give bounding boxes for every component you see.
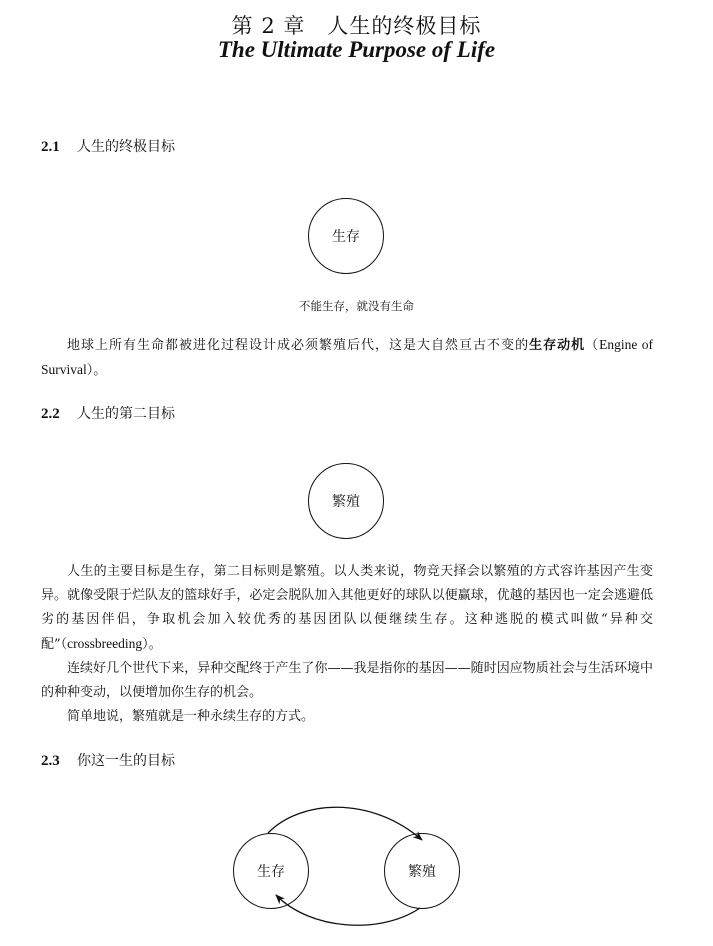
section-number: 2.2	[41, 406, 60, 422]
paragraph-2-1	[41, 333, 653, 383]
reproduce-circle	[308, 463, 384, 539]
engine-of-survival-english: Engine of Survival	[41, 337, 653, 377]
cycle-reproduce-circle	[384, 833, 460, 909]
paren-close: ）。	[86, 363, 107, 378]
reproduce-label: 繁殖	[332, 494, 360, 510]
section-title: 你这一生的目标	[77, 753, 175, 769]
section-number: 2.3	[41, 753, 60, 769]
section-title: 人生的终极目标	[77, 139, 175, 155]
chapter-title-chinese: 第 2 章 人生的终极目标	[231, 14, 482, 38]
paragraph-text: 人生的主要目标是生存，第二目标则是繁殖。以人类来说，物竞天择会以繁殖的方式容许基因产生变异。就像受限于烂队友的篮球好手，必定会脱队加入其他更好的球队以便赢球，优越的基因也一定会逃避低劣的基因伴侣，争取机会加入较优秀的基因团队以便继续生存。这种逃脱的模式叫做“异种交配”（	[41, 564, 653, 652]
paragraphs-2-2	[41, 560, 653, 729]
arrow-survive-to-reproduce	[268, 807, 422, 840]
paragraph-generations: 连续好几个世代下来，异种交配终于产生了你——我是指你的基因——随时因应物质社会与生活环境中的种种变动，以便增加你生存的机会。	[41, 661, 653, 700]
section-number: 2.1	[41, 139, 60, 155]
section-heading-2-1	[41, 136, 175, 156]
engine-of-survival-term: 生存动机	[529, 338, 586, 353]
survive-caption: 不能生存，就没有生命	[299, 299, 414, 313]
cycle-reproduce-label: 繁殖	[408, 864, 436, 880]
paren-close: ）。	[142, 637, 162, 652]
crossbreeding-english: crossbreeding	[67, 636, 143, 651]
section-heading-2-3	[41, 750, 175, 770]
paragraph-text: 地球上所有生命都被进化过程设计成必须繁殖后代，这是大自然亘古不变的	[67, 338, 530, 353]
paren-open: （	[585, 338, 600, 353]
paragraph-summary: 简单地说，繁殖就是一种永续生存的方式。	[67, 709, 315, 724]
survive-label: 生存	[332, 229, 360, 245]
survive-circle	[308, 198, 384, 274]
section-heading-2-2	[41, 403, 175, 423]
section-title: 人生的第二目标	[77, 406, 175, 422]
cycle-survive-circle	[233, 833, 309, 909]
paragraph-crossbreeding	[41, 560, 653, 657]
cycle-survive-label: 生存	[257, 864, 285, 880]
chapter-title-english: The Ultimate Purpose of Life	[217, 37, 496, 62]
